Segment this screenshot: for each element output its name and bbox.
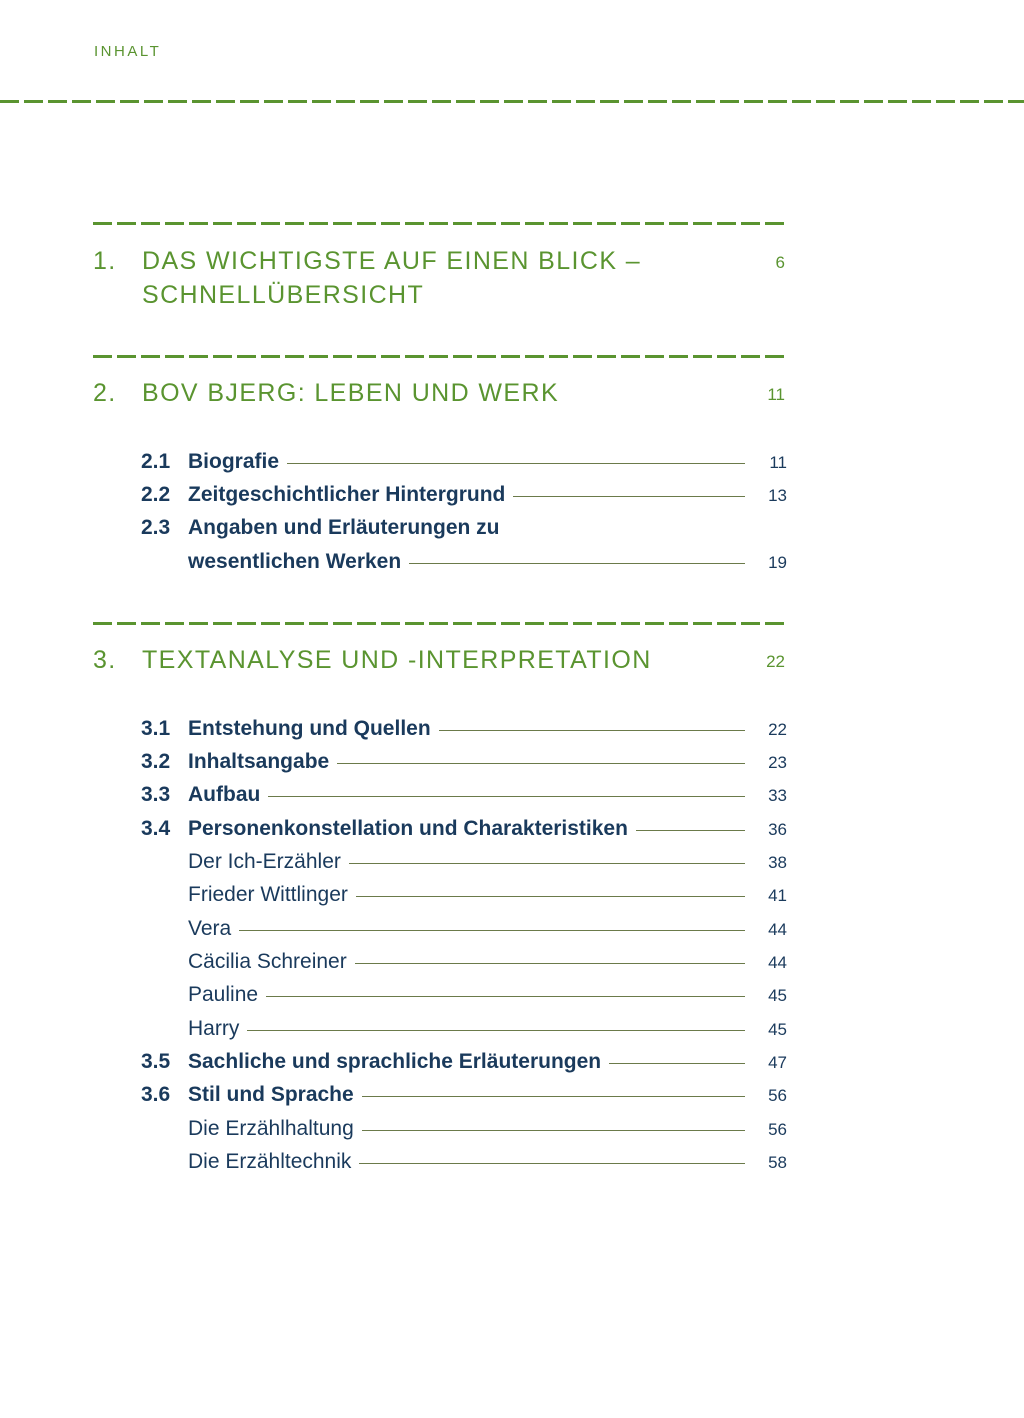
chapter-number: 3. <box>93 646 117 674</box>
chapter-page: 11 <box>767 385 785 404</box>
top-dashed-rule <box>0 100 1024 103</box>
dot-leader <box>513 496 745 497</box>
dot-leader <box>239 930 745 931</box>
toc-entry[interactable]: 3.3 Aufbau 33 <box>141 783 787 806</box>
toc-subentry[interactable]: Frieder Wittlinger 41 <box>188 883 787 906</box>
toc-subentry[interactable]: Die Erzählhaltung 56 <box>188 1117 787 1140</box>
toc-chapter-2[interactable] <box>93 376 785 410</box>
dot-leader <box>356 896 745 897</box>
toc-entry[interactable]: 2.2 Zeitgeschichtlicher Hintergrund 13 <box>141 483 787 506</box>
toc-chapter-1[interactable] <box>93 244 785 314</box>
toc-subentry[interactable]: Cäcilia Schreiner 44 <box>188 950 787 973</box>
toc-subentry[interactable]: Vera 44 <box>188 917 787 940</box>
chapter-title: DAS WICHTIGSTE AUF EINEN BLICK – SCHNELLÜBERSICHT <box>142 247 642 309</box>
toc-subentry[interactable]: Pauline 45 <box>188 983 787 1006</box>
dot-leader <box>359 1163 745 1164</box>
chapter-number: 1. <box>93 247 117 275</box>
chapter-number: 2. <box>93 379 117 407</box>
dot-leader <box>247 1030 745 1031</box>
chapter-title: BOV BJERG: LEBEN UND WERK <box>142 379 560 407</box>
toc-entry[interactable]: 3.4 Personenkonstellation und Charakteristiken 36 <box>141 817 787 840</box>
dot-leader <box>409 563 745 564</box>
section-divider <box>93 622 785 625</box>
section-divider <box>93 355 785 358</box>
dot-leader <box>287 463 745 464</box>
toc-entry[interactable]: 3.1 Entstehung und Quellen 22 <box>141 717 787 740</box>
chapter-page: 22 <box>766 652 785 671</box>
dot-leader <box>266 996 745 997</box>
chapter-page: 6 <box>775 253 785 272</box>
running-head: INHALT <box>94 43 162 60</box>
dot-leader <box>355 963 745 964</box>
dot-leader <box>268 796 745 797</box>
toc-entry[interactable]: 3.2 Inhaltsangabe 23 <box>141 750 787 773</box>
dot-leader <box>609 1063 745 1064</box>
toc-entry[interactable]: 3.6 Stil und Sprache 56 <box>141 1083 787 1106</box>
toc-entry[interactable]: wesentlichen Werken 19 <box>188 550 787 573</box>
toc-entry[interactable]: 2.3 Angaben und Erläuterungen zu <box>141 516 500 539</box>
dot-leader <box>349 863 745 864</box>
toc-subentry[interactable]: Die Erzähltechnik 58 <box>188 1150 787 1173</box>
chapter-title: TEXTANALYSE UND -INTERPRETATION <box>142 646 652 674</box>
toc-subentry[interactable]: Harry 45 <box>188 1017 787 1040</box>
section-divider <box>93 222 785 225</box>
toc-chapter-3[interactable] <box>93 643 785 677</box>
toc-subentry[interactable]: Der Ich-Erzähler 38 <box>188 850 787 873</box>
dot-leader <box>636 830 745 831</box>
toc-entry[interactable]: 3.5 Sachliche und sprachliche Erläuterungen 47 <box>141 1050 787 1073</box>
dot-leader <box>439 730 745 731</box>
dot-leader <box>362 1096 745 1097</box>
dot-leader <box>337 763 745 764</box>
toc-entry[interactable]: 2.1 Biografie 11 <box>141 450 787 473</box>
dot-leader <box>362 1130 745 1131</box>
